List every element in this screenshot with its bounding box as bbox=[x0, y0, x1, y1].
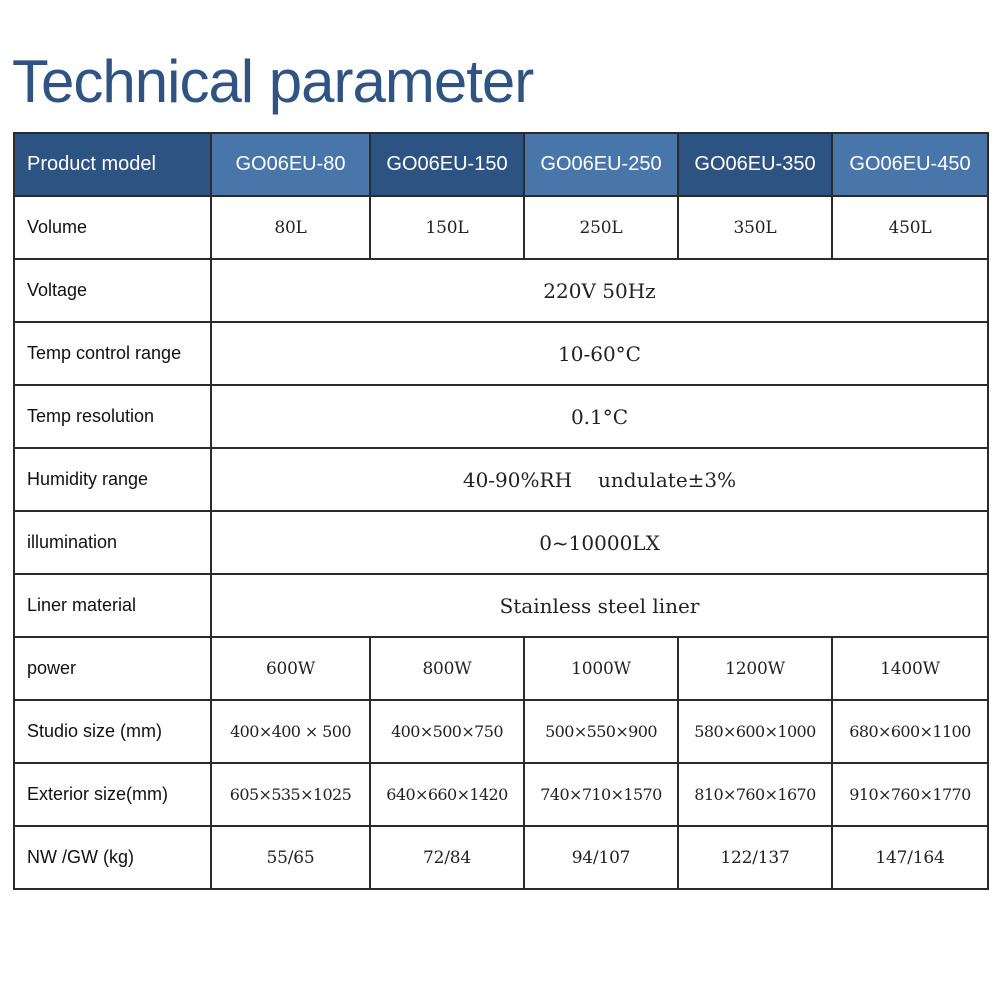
voltage-value: 220V 50Hz bbox=[211, 259, 988, 322]
row-weight bbox=[14, 826, 988, 889]
volume-value: 250L bbox=[524, 196, 678, 259]
power-value: 1400W bbox=[832, 637, 988, 700]
header-row bbox=[14, 133, 988, 196]
row-humidity-range bbox=[14, 448, 988, 511]
humidity-undulate-value: undulate±3% bbox=[598, 467, 737, 492]
humidity-range-cell bbox=[211, 448, 988, 511]
temp-resolution-value: 0.1°C bbox=[211, 385, 988, 448]
technical-parameter-table bbox=[13, 132, 989, 890]
weight-value: 147/164 bbox=[832, 826, 988, 889]
weight-value: 94/107 bbox=[524, 826, 678, 889]
exterior-size-value: 605×535×1025 bbox=[211, 763, 370, 826]
row-temp-control-range bbox=[14, 322, 988, 385]
power-value: 800W bbox=[370, 637, 524, 700]
row-power bbox=[14, 637, 988, 700]
studio-size-value: 400×400 × 500 bbox=[211, 700, 370, 763]
weight-label: NW /GW (kg) bbox=[14, 826, 211, 889]
voltage-label: Voltage bbox=[14, 259, 211, 322]
liner-material-value: Stainless steel liner bbox=[211, 574, 988, 637]
header-model-250: GO06EU-250 bbox=[524, 133, 678, 196]
header-model-80: GO06EU-80 bbox=[211, 133, 370, 196]
volume-value: 450L bbox=[832, 196, 988, 259]
weight-value: 72/84 bbox=[370, 826, 524, 889]
row-liner-material bbox=[14, 574, 988, 637]
temp-control-range-label: Temp control range bbox=[14, 322, 211, 385]
header-model-150: GO06EU-150 bbox=[370, 133, 524, 196]
weight-value: 122/137 bbox=[678, 826, 832, 889]
row-voltage bbox=[14, 259, 988, 322]
header-product-model: Product model bbox=[14, 133, 211, 196]
row-exterior-size bbox=[14, 763, 988, 826]
exterior-size-value: 910×760×1770 bbox=[832, 763, 988, 826]
studio-size-value: 580×600×1000 bbox=[678, 700, 832, 763]
temp-control-range-value: 10-60°C bbox=[211, 322, 988, 385]
humidity-range-label: Humidity range bbox=[14, 448, 211, 511]
studio-size-value: 680×600×1100 bbox=[832, 700, 988, 763]
exterior-size-value: 640×660×1420 bbox=[370, 763, 524, 826]
row-volume bbox=[14, 196, 988, 259]
volume-value: 350L bbox=[678, 196, 832, 259]
exterior-size-label: Exterior size(mm) bbox=[14, 763, 211, 826]
temp-resolution-label: Temp resolution bbox=[14, 385, 211, 448]
row-temp-resolution bbox=[14, 385, 988, 448]
exterior-size-value: 810×760×1670 bbox=[678, 763, 832, 826]
header-model-350: GO06EU-350 bbox=[678, 133, 832, 196]
illumination-label: illumination bbox=[14, 511, 211, 574]
power-value: 1000W bbox=[524, 637, 678, 700]
liner-material-label: Liner material bbox=[14, 574, 211, 637]
weight-value: 55/65 bbox=[211, 826, 370, 889]
power-value: 1200W bbox=[678, 637, 832, 700]
studio-size-value: 400×500×750 bbox=[370, 700, 524, 763]
power-value: 600W bbox=[211, 637, 370, 700]
page-title: Technical parameter bbox=[12, 48, 534, 115]
power-label: power bbox=[14, 637, 211, 700]
header-model-450: GO06EU-450 bbox=[832, 133, 988, 196]
humidity-range-value: 40-90%RH bbox=[462, 467, 573, 492]
volume-value: 150L bbox=[370, 196, 524, 259]
exterior-size-value: 740×710×1570 bbox=[524, 763, 678, 826]
row-illumination bbox=[14, 511, 988, 574]
studio-size-value: 500×550×900 bbox=[524, 700, 678, 763]
volume-label: Volume bbox=[14, 196, 211, 259]
volume-value: 80L bbox=[211, 196, 370, 259]
studio-size-label: Studio size (mm) bbox=[14, 700, 211, 763]
illumination-value: 0~10000LX bbox=[211, 511, 988, 574]
row-studio-size bbox=[14, 700, 988, 763]
